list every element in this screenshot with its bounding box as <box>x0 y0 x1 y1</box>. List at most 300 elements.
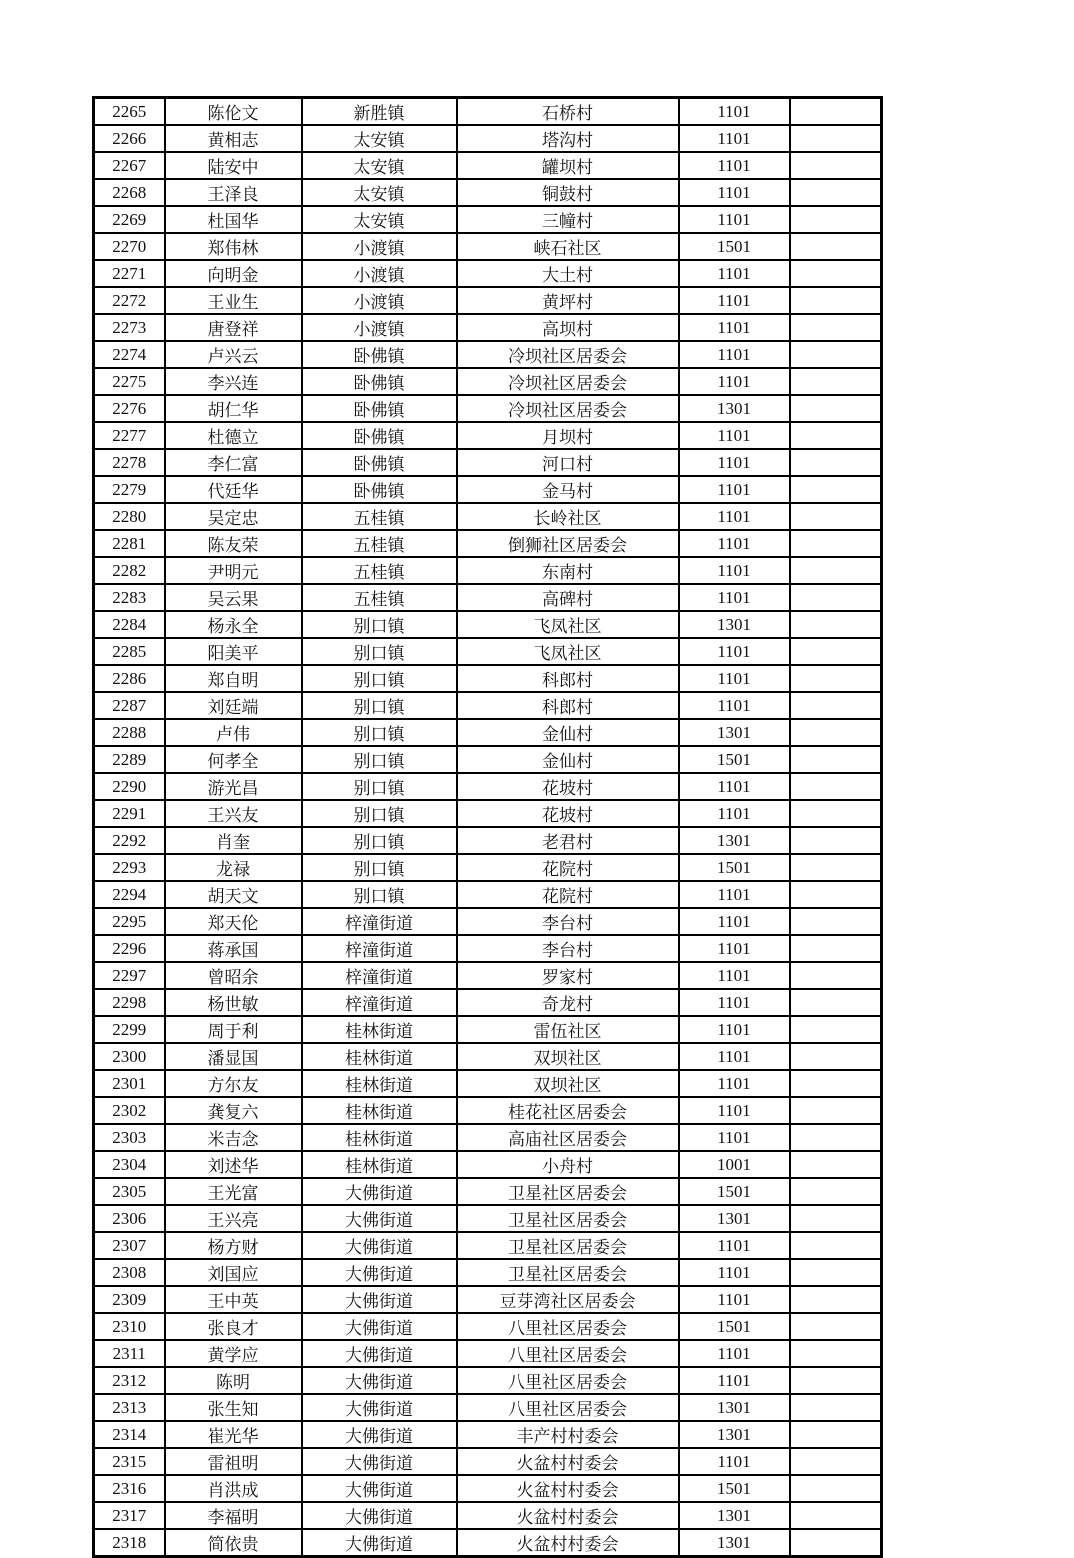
cell-id: 2295 <box>94 908 165 935</box>
cell-id: 2274 <box>94 341 165 368</box>
table-row <box>94 557 882 584</box>
table-row <box>94 1151 882 1178</box>
cell-village: 塔沟村 <box>457 125 679 152</box>
cell-village: 卫星社区居委会 <box>457 1178 679 1205</box>
cell-town: 卧佛镇 <box>302 476 457 503</box>
cell-id: 2268 <box>94 179 165 206</box>
cell-village: 花坡村 <box>457 800 679 827</box>
cell-empty <box>790 665 882 692</box>
cell-code: 1101 <box>679 206 790 233</box>
cell-id: 2282 <box>94 557 165 584</box>
table-row <box>94 881 882 908</box>
cell-town: 大佛街道 <box>302 1367 457 1394</box>
cell-name: 杨方财 <box>165 1232 302 1259</box>
cell-town: 大佛街道 <box>302 1448 457 1475</box>
cell-id: 2276 <box>94 395 165 422</box>
cell-empty <box>790 1016 882 1043</box>
table-row <box>94 503 882 530</box>
cell-town: 别口镇 <box>302 800 457 827</box>
cell-village: 罗家村 <box>457 962 679 989</box>
cell-empty <box>790 557 882 584</box>
cell-id: 2277 <box>94 422 165 449</box>
cell-id: 2305 <box>94 1178 165 1205</box>
cell-village: 老君村 <box>457 827 679 854</box>
cell-town: 卧佛镇 <box>302 395 457 422</box>
table-row <box>94 1070 882 1097</box>
table-row <box>94 314 882 341</box>
cell-town: 别口镇 <box>302 746 457 773</box>
cell-name: 黄相志 <box>165 125 302 152</box>
cell-village: 科郎村 <box>457 665 679 692</box>
table-row <box>94 1205 882 1232</box>
cell-name: 黄学应 <box>165 1340 302 1367</box>
cell-code: 1101 <box>679 881 790 908</box>
table-row <box>94 395 882 422</box>
cell-empty <box>790 1502 882 1529</box>
cell-code: 1501 <box>679 1178 790 1205</box>
cell-village: 倒狮社区居委会 <box>457 530 679 557</box>
cell-code: 1101 <box>679 476 790 503</box>
cell-town: 别口镇 <box>302 827 457 854</box>
cell-code: 1501 <box>679 1475 790 1502</box>
cell-id: 2309 <box>94 1286 165 1313</box>
cell-village: 东南村 <box>457 557 679 584</box>
cell-village: 火盆村村委会 <box>457 1448 679 1475</box>
cell-village: 八里社区居委会 <box>457 1313 679 1340</box>
cell-village: 金仙村 <box>457 719 679 746</box>
cell-town: 小渡镇 <box>302 233 457 260</box>
cell-town: 五桂镇 <box>302 530 457 557</box>
cell-name: 吴云果 <box>165 584 302 611</box>
cell-town: 五桂镇 <box>302 557 457 584</box>
table-row <box>94 1394 882 1421</box>
cell-id: 2310 <box>94 1313 165 1340</box>
cell-code: 1101 <box>679 908 790 935</box>
cell-empty <box>790 1178 882 1205</box>
cell-id: 2314 <box>94 1421 165 1448</box>
cell-empty <box>790 476 882 503</box>
cell-id: 2292 <box>94 827 165 854</box>
cell-code: 1101 <box>679 1070 790 1097</box>
cell-id: 2279 <box>94 476 165 503</box>
cell-empty <box>790 98 882 126</box>
cell-village: 高坝村 <box>457 314 679 341</box>
cell-name: 周于利 <box>165 1016 302 1043</box>
cell-name: 胡天文 <box>165 881 302 908</box>
cell-code: 1301 <box>679 1421 790 1448</box>
cell-name: 卢兴云 <box>165 341 302 368</box>
cell-empty <box>790 935 882 962</box>
table-row <box>94 368 882 395</box>
cell-id: 2293 <box>94 854 165 881</box>
cell-town: 别口镇 <box>302 638 457 665</box>
cell-empty <box>790 1448 882 1475</box>
cell-town: 梓潼街道 <box>302 935 457 962</box>
cell-name: 龚复六 <box>165 1097 302 1124</box>
cell-village: 双坝社区 <box>457 1070 679 1097</box>
cell-empty <box>790 611 882 638</box>
cell-empty <box>790 368 882 395</box>
cell-id: 2269 <box>94 206 165 233</box>
cell-code: 1101 <box>679 1340 790 1367</box>
cell-empty <box>790 719 882 746</box>
cell-village: 卫星社区居委会 <box>457 1259 679 1286</box>
cell-id: 2290 <box>94 773 165 800</box>
cell-code: 1501 <box>679 746 790 773</box>
cell-name: 王兴友 <box>165 800 302 827</box>
cell-code: 1101 <box>679 1124 790 1151</box>
cell-town: 卧佛镇 <box>302 368 457 395</box>
cell-empty <box>790 341 882 368</box>
cell-id: 2313 <box>94 1394 165 1421</box>
cell-village: 花院村 <box>457 881 679 908</box>
cell-town: 桂林街道 <box>302 1070 457 1097</box>
cell-code: 1301 <box>679 611 790 638</box>
table-row <box>94 719 882 746</box>
cell-town: 桂林街道 <box>302 1097 457 1124</box>
cell-code: 1101 <box>679 989 790 1016</box>
cell-empty <box>790 1313 882 1340</box>
cell-name: 王泽良 <box>165 179 302 206</box>
cell-name: 向明金 <box>165 260 302 287</box>
cell-empty <box>790 854 882 881</box>
cell-code: 1101 <box>679 341 790 368</box>
table-row <box>94 1259 882 1286</box>
cell-village: 八里社区居委会 <box>457 1394 679 1421</box>
cell-id: 2275 <box>94 368 165 395</box>
cell-village: 丰产村村委会 <box>457 1421 679 1448</box>
cell-empty <box>790 881 882 908</box>
cell-name: 游光昌 <box>165 773 302 800</box>
cell-village: 双坝社区 <box>457 1043 679 1070</box>
cell-town: 小渡镇 <box>302 314 457 341</box>
cell-name: 蒋承国 <box>165 935 302 962</box>
cell-empty <box>790 1124 882 1151</box>
cell-empty <box>790 395 882 422</box>
cell-name: 张良才 <box>165 1313 302 1340</box>
table-row <box>94 260 882 287</box>
roster-table <box>92 96 883 1558</box>
table-row <box>94 341 882 368</box>
cell-empty <box>790 908 882 935</box>
table-row <box>94 773 882 800</box>
cell-name: 王光富 <box>165 1178 302 1205</box>
cell-town: 别口镇 <box>302 665 457 692</box>
cell-code: 1101 <box>679 1367 790 1394</box>
cell-name: 郑天伦 <box>165 908 302 935</box>
cell-empty <box>790 1097 882 1124</box>
cell-village: 铜鼓村 <box>457 179 679 206</box>
cell-town: 小渡镇 <box>302 287 457 314</box>
cell-id: 2287 <box>94 692 165 719</box>
cell-village: 峡石社区 <box>457 233 679 260</box>
cell-town: 别口镇 <box>302 773 457 800</box>
cell-code: 1101 <box>679 1016 790 1043</box>
cell-town: 桂林街道 <box>302 1124 457 1151</box>
cell-code: 1101 <box>679 665 790 692</box>
cell-empty <box>790 1151 882 1178</box>
cell-town: 梓潼街道 <box>302 989 457 1016</box>
cell-town: 桂林街道 <box>302 1016 457 1043</box>
cell-village: 科郎村 <box>457 692 679 719</box>
cell-town: 大佛街道 <box>302 1529 457 1557</box>
cell-code: 1101 <box>679 449 790 476</box>
cell-village: 大土村 <box>457 260 679 287</box>
cell-name: 陈友荣 <box>165 530 302 557</box>
cell-code: 1101 <box>679 422 790 449</box>
cell-town: 太安镇 <box>302 179 457 206</box>
cell-town: 大佛街道 <box>302 1421 457 1448</box>
cell-town: 小渡镇 <box>302 260 457 287</box>
cell-village: 高庙社区居委会 <box>457 1124 679 1151</box>
cell-code: 1101 <box>679 692 790 719</box>
cell-empty <box>790 179 882 206</box>
cell-empty <box>790 1205 882 1232</box>
cell-village: 桂花社区居委会 <box>457 1097 679 1124</box>
cell-id: 2318 <box>94 1529 165 1557</box>
table-row <box>94 989 882 1016</box>
cell-code: 1101 <box>679 1097 790 1124</box>
cell-name: 杨永全 <box>165 611 302 638</box>
cell-village: 李台村 <box>457 908 679 935</box>
table-row <box>94 1016 882 1043</box>
table-row <box>94 1340 882 1367</box>
cell-code: 1101 <box>679 530 790 557</box>
cell-name: 尹明元 <box>165 557 302 584</box>
cell-empty <box>790 1070 882 1097</box>
cell-village: 河口村 <box>457 449 679 476</box>
cell-id: 2267 <box>94 152 165 179</box>
table-row <box>94 1529 882 1557</box>
cell-empty <box>790 530 882 557</box>
cell-town: 卧佛镇 <box>302 341 457 368</box>
table-row <box>94 1502 882 1529</box>
cell-name: 唐登祥 <box>165 314 302 341</box>
cell-name: 肖奎 <box>165 827 302 854</box>
table-row <box>94 422 882 449</box>
cell-name: 刘述华 <box>165 1151 302 1178</box>
table-row <box>94 1286 882 1313</box>
cell-village: 冷坝社区居委会 <box>457 341 679 368</box>
cell-id: 2273 <box>94 314 165 341</box>
cell-name: 米吉念 <box>165 1124 302 1151</box>
cell-village: 黄坪村 <box>457 287 679 314</box>
cell-town: 大佛街道 <box>302 1313 457 1340</box>
cell-village: 花坡村 <box>457 773 679 800</box>
cell-name: 方尔友 <box>165 1070 302 1097</box>
cell-town: 大佛街道 <box>302 1259 457 1286</box>
cell-name: 潘显国 <box>165 1043 302 1070</box>
cell-village: 长岭社区 <box>457 503 679 530</box>
cell-id: 2291 <box>94 800 165 827</box>
cell-town: 别口镇 <box>302 881 457 908</box>
cell-village: 冷坝社区居委会 <box>457 368 679 395</box>
cell-code: 1301 <box>679 827 790 854</box>
cell-name: 陆安中 <box>165 152 302 179</box>
cell-town: 大佛街道 <box>302 1232 457 1259</box>
cell-code: 1101 <box>679 638 790 665</box>
cell-village: 火盆村村委会 <box>457 1475 679 1502</box>
cell-id: 2285 <box>94 638 165 665</box>
cell-id: 2297 <box>94 962 165 989</box>
cell-empty <box>790 206 882 233</box>
cell-village: 金仙村 <box>457 746 679 773</box>
table-row <box>94 1124 882 1151</box>
cell-name: 杜国华 <box>165 206 302 233</box>
cell-town: 大佛街道 <box>302 1394 457 1421</box>
table-row <box>94 584 882 611</box>
cell-name: 崔光华 <box>165 1421 302 1448</box>
cell-id: 2281 <box>94 530 165 557</box>
cell-code: 1101 <box>679 962 790 989</box>
cell-id: 2283 <box>94 584 165 611</box>
cell-id: 2270 <box>94 233 165 260</box>
cell-code: 1101 <box>679 179 790 206</box>
cell-id: 2317 <box>94 1502 165 1529</box>
cell-name: 曾昭余 <box>165 962 302 989</box>
cell-empty <box>790 584 882 611</box>
table-row <box>94 1421 882 1448</box>
cell-id: 2286 <box>94 665 165 692</box>
cell-name: 雷祖明 <box>165 1448 302 1475</box>
cell-id: 2301 <box>94 1070 165 1097</box>
cell-town: 别口镇 <box>302 611 457 638</box>
cell-code: 1501 <box>679 233 790 260</box>
cell-code: 1101 <box>679 125 790 152</box>
cell-id: 2304 <box>94 1151 165 1178</box>
roster-table-body <box>94 98 882 1557</box>
cell-village: 高碑村 <box>457 584 679 611</box>
cell-id: 2284 <box>94 611 165 638</box>
cell-code: 1101 <box>679 773 790 800</box>
cell-village: 三幢村 <box>457 206 679 233</box>
cell-village: 飞凤社区 <box>457 638 679 665</box>
cell-town: 大佛街道 <box>302 1205 457 1232</box>
table-row <box>94 530 882 557</box>
cell-id: 2306 <box>94 1205 165 1232</box>
cell-name: 刘国应 <box>165 1259 302 1286</box>
cell-village: 花院村 <box>457 854 679 881</box>
cell-empty <box>790 638 882 665</box>
table-row <box>94 233 882 260</box>
table-row <box>94 287 882 314</box>
table-row <box>94 962 882 989</box>
cell-id: 2294 <box>94 881 165 908</box>
cell-code: 1301 <box>679 395 790 422</box>
table-row <box>94 611 882 638</box>
cell-empty <box>790 692 882 719</box>
cell-id: 2271 <box>94 260 165 287</box>
cell-town: 太安镇 <box>302 206 457 233</box>
cell-id: 2308 <box>94 1259 165 1286</box>
cell-town: 桂林街道 <box>302 1151 457 1178</box>
cell-town: 别口镇 <box>302 692 457 719</box>
cell-code: 1101 <box>679 800 790 827</box>
cell-empty <box>790 1259 882 1286</box>
table-row <box>94 665 882 692</box>
cell-code: 1301 <box>679 1529 790 1557</box>
table-row <box>94 206 882 233</box>
cell-code: 1101 <box>679 557 790 584</box>
cell-code: 1101 <box>679 584 790 611</box>
cell-name: 李福明 <box>165 1502 302 1529</box>
cell-empty <box>790 233 882 260</box>
cell-empty <box>790 449 882 476</box>
cell-village: 八里社区居委会 <box>457 1367 679 1394</box>
table-row <box>94 692 882 719</box>
cell-id: 2299 <box>94 1016 165 1043</box>
table-row <box>94 1097 882 1124</box>
cell-code: 1101 <box>679 287 790 314</box>
cell-id: 2288 <box>94 719 165 746</box>
cell-village: 卫星社区居委会 <box>457 1205 679 1232</box>
cell-empty <box>790 1043 882 1070</box>
cell-town: 大佛街道 <box>302 1178 457 1205</box>
cell-village: 月坝村 <box>457 422 679 449</box>
cell-code: 1101 <box>679 260 790 287</box>
cell-village: 奇龙村 <box>457 989 679 1016</box>
cell-code: 1301 <box>679 1394 790 1421</box>
cell-name: 王中英 <box>165 1286 302 1313</box>
cell-id: 2316 <box>94 1475 165 1502</box>
cell-town: 梓潼街道 <box>302 962 457 989</box>
cell-village: 火盆村村委会 <box>457 1529 679 1557</box>
cell-id: 2289 <box>94 746 165 773</box>
cell-code: 1101 <box>679 1259 790 1286</box>
cell-village: 冷坝社区居委会 <box>457 395 679 422</box>
cell-id: 2296 <box>94 935 165 962</box>
cell-id: 2265 <box>94 98 165 126</box>
cell-name: 杨世敏 <box>165 989 302 1016</box>
cell-name: 胡仁华 <box>165 395 302 422</box>
table-row <box>94 935 882 962</box>
cell-id: 2307 <box>94 1232 165 1259</box>
cell-village: 石桥村 <box>457 98 679 126</box>
cell-name: 李仁富 <box>165 449 302 476</box>
cell-code: 1001 <box>679 1151 790 1178</box>
cell-empty <box>790 1367 882 1394</box>
cell-village: 小舟村 <box>457 1151 679 1178</box>
cell-empty <box>790 152 882 179</box>
cell-name: 杜德立 <box>165 422 302 449</box>
cell-name: 阳美平 <box>165 638 302 665</box>
cell-id: 2311 <box>94 1340 165 1367</box>
table-row <box>94 152 882 179</box>
cell-code: 1301 <box>679 1205 790 1232</box>
cell-empty <box>790 1286 882 1313</box>
cell-name: 陈明 <box>165 1367 302 1394</box>
cell-name: 龙禄 <box>165 854 302 881</box>
cell-town: 别口镇 <box>302 719 457 746</box>
cell-town: 别口镇 <box>302 854 457 881</box>
cell-name: 简依贵 <box>165 1529 302 1557</box>
cell-id: 2312 <box>94 1367 165 1394</box>
table-row <box>94 827 882 854</box>
cell-town: 大佛街道 <box>302 1286 457 1313</box>
cell-code: 1101 <box>679 314 790 341</box>
cell-empty <box>790 1232 882 1259</box>
cell-code: 1301 <box>679 1502 790 1529</box>
cell-name: 吴定忠 <box>165 503 302 530</box>
cell-empty <box>790 1394 882 1421</box>
cell-village: 火盆村村委会 <box>457 1502 679 1529</box>
cell-code: 1501 <box>679 1313 790 1340</box>
table-row <box>94 1313 882 1340</box>
cell-id: 2298 <box>94 989 165 1016</box>
cell-name: 郑伟林 <box>165 233 302 260</box>
table-row <box>94 854 882 881</box>
table-row <box>94 1178 882 1205</box>
